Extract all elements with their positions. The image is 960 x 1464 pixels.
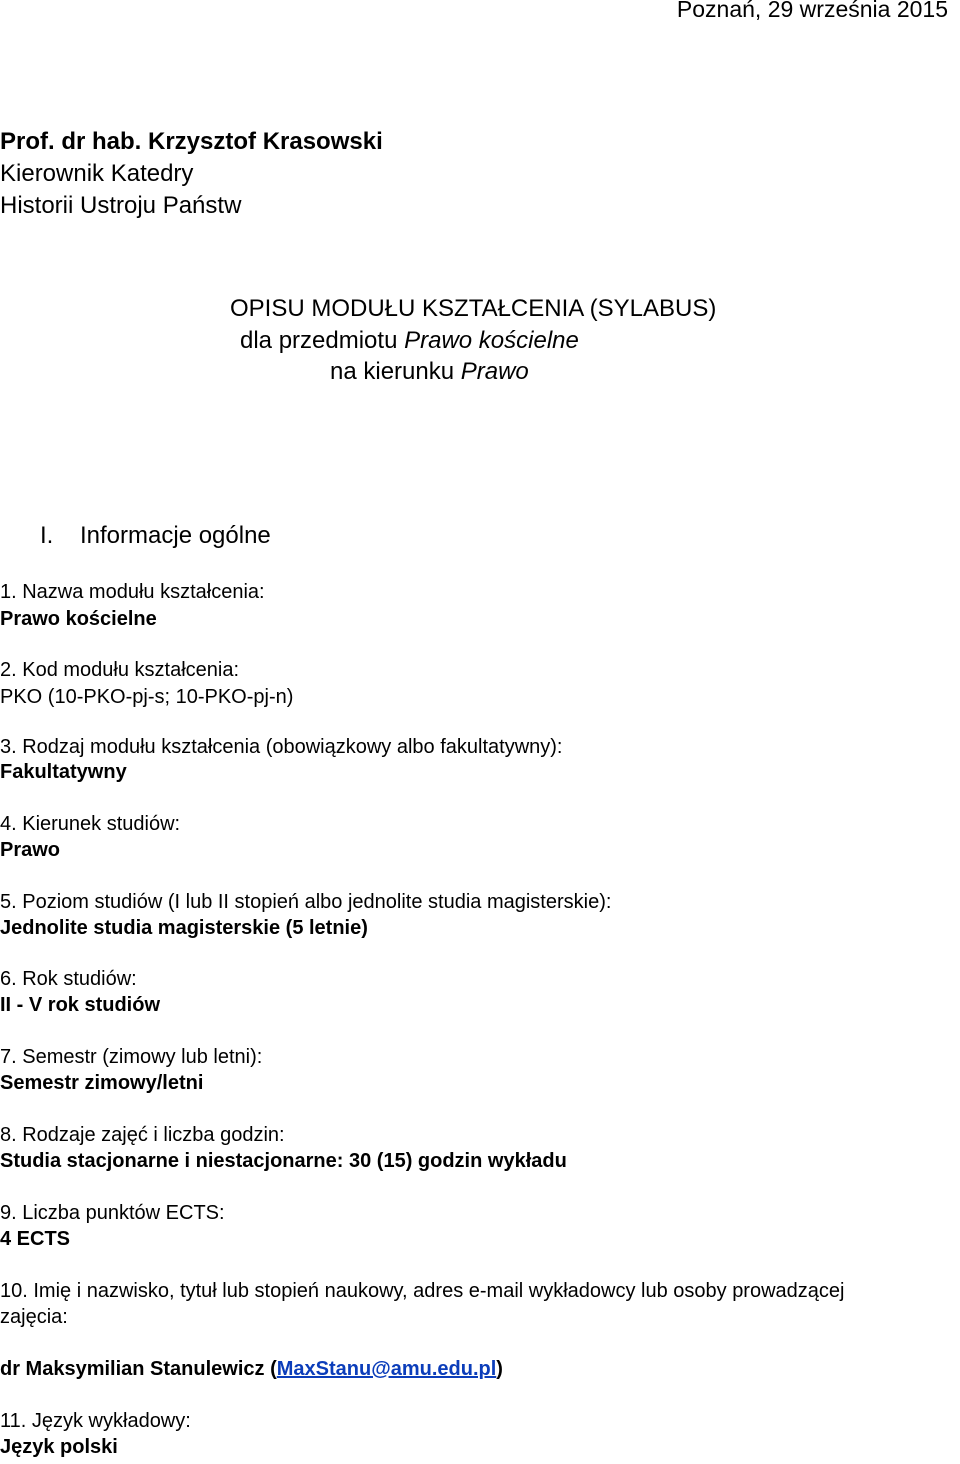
item-answer: Jednolite studia magisterskie (5 letnie) [0,917,368,939]
course-name: Prawo kościelne [404,327,579,354]
item-question: 4. Kierunek studiów: [0,813,181,835]
document-date: Poznań, 29 września 2015 [676,0,948,22]
item-answer: 4 ECTS [0,1228,71,1250]
major-subtitle [330,358,529,386]
course-subtitle [240,327,579,355]
item-question: 6. Rok studiów: [0,968,137,990]
item-question-continued: zajęcia: [0,1306,68,1328]
major-subtitle-prefix: na kierunku [330,358,461,385]
item-answer: Język polski [0,1436,118,1458]
author-name: Prof. dr hab. Krzysztof Krasowski [0,128,383,155]
item-question: 11. Język wykładowy: [0,1410,191,1432]
section-heading [40,522,271,550]
item-question: 5. Poziom studiów (I lub II stopień albo jednolite studia magisterskie): [0,891,612,913]
author-position: Kierownik Katedry [0,160,194,187]
item-answer: Studia stacjonarne i niestacjonarne: 30 (15) godzin wykładu [0,1150,567,1172]
item-question: 7. Semestr (zimowy lub letni): [0,1046,263,1068]
major-name: Prawo [460,358,529,385]
item-answer: Fakultatywny [0,761,127,783]
item-answer: II - V rok studiów [0,994,161,1016]
lecturer-answer [0,1358,503,1381]
author-department: Historii Ustroju Państw [0,192,242,219]
item-question: 10. Imię i nazwisko, tytuł lub stopień naukowy, adres e-mail wykładowcy lub osoby prowadzącej [0,1280,845,1302]
item-answer: Prawo [0,839,61,861]
item-question: 9. Liczba punktów ECTS: [0,1202,225,1224]
lecturer-email-link[interactable]: MaxStanu@amu.edu.pl [276,1358,497,1380]
lecturer-name: dr Maksymilian Stanulewicz ( [0,1358,277,1380]
item-answer: Semestr zimowy/letni [0,1072,204,1094]
item-question: 2. Kod modułu kształcenia: [0,659,240,681]
item-answer: Prawo kościelne [0,608,157,630]
lecturer-suffix: ) [496,1358,503,1380]
item-question: 8. Rodzaje zajęć i liczba godzin: [0,1124,285,1146]
section-title: Informacje ogólne [80,522,271,549]
item-question: 3. Rodzaj modułu kształcenia (obowiązkowy albo fakultatywny): [0,736,563,758]
section-number: I. [40,522,54,549]
document-title: OPISU MODUŁU KSZTAŁCENIA (SYLABUS) [230,295,717,322]
item-question: 1. Nazwa modułu kształcenia: [0,581,265,603]
course-subtitle-prefix: dla przedmiotu [240,327,405,354]
item-answer: PKO (10-PKO-pj-s; 10-PKO-pj-n) [0,686,294,708]
